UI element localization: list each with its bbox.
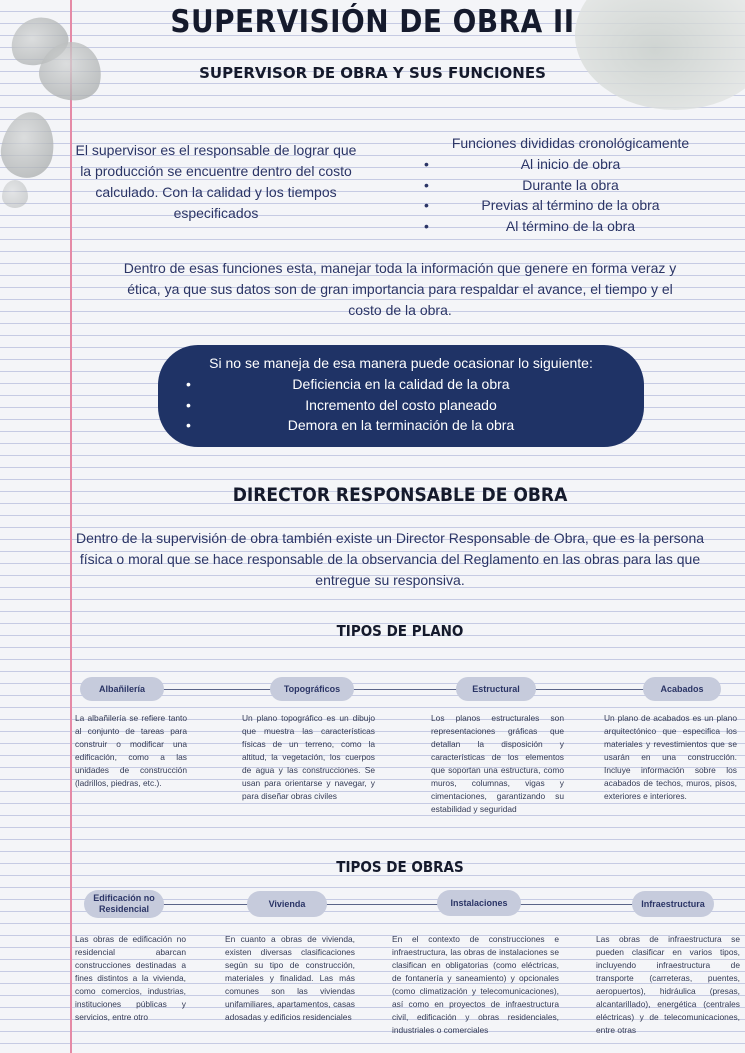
page-subtitle: SUPERVISOR DE OBRA Y SUS FUNCIONES: [199, 64, 546, 82]
work-types-connector: [125, 904, 695, 905]
director-heading: DIRECTOR RESPONSABLE DE OBRA: [232, 484, 568, 506]
functions-item: • Previas al término de la obra: [418, 195, 723, 216]
plan-node-topograficos: Topográficos: [270, 677, 354, 701]
work-node-instalaciones: Instalaciones: [437, 890, 521, 916]
work-desc-instalaciones: En el contexto de construcciones e infraestructura, las obras de instalaciones se clasifican en obligatorias (como eléctricas, de fontanería y saneamiento) y opcionales (como climatización y telecomunicaciones), así como en proyectos de infraestructura civil, edificación y obras residenciales, industriales o comerciales: [392, 934, 559, 1035]
work-node-vivienda: Vivienda: [247, 891, 327, 917]
consequences-heading: Si no se maneja de esa manera puede ocasionar lo siguiente:: [209, 355, 593, 371]
functions-heading: Funciones divididas cronológicamente: [451, 135, 690, 151]
intro-text: El supervisor es el responsable de lograr que la producción se encuentre dentro del costo calculado. Con la calidad y los tiempos especificados: [75, 142, 357, 221]
work-desc-vivienda: En cuanto a obras de vivienda, existen diversas clasificaciones según su tipo de construcción, materiales y finalidad. Las más comunes son las viviendas unifamiliares, apartamentos, casas adosadas y edificios residenciales: [225, 934, 355, 1022]
plan-desc-topograficos: Un plano topográfico es un dibujo que muestra las características físicas de un terreno, como la altitud, la vegetación, los cuerpos de agua y las construcciones. Se usan para orientarse y navegar, y para diseñar obras civiles: [242, 713, 375, 801]
functions-paragraph: Dentro de esas funciones esta, manejar toda la información que genere en forma veraz y ética, ya que sus datos son de gran importancia para respaldar el avance, el tiempo y el costo de la obra.: [123, 260, 677, 318]
plan-desc-acabados: Un plano de acabados es un plano arquitectónico que especifica los materiales y revestimientos que se usarán en una construcción. Incluye información sobre los acabados de techos, muros, pisos, exteriores e interiores.: [604, 713, 737, 801]
functions-list: [418, 133, 723, 236]
consequences-item: • Incremento del costo planeado: [158, 395, 644, 416]
leaf-decoration: [0, 108, 59, 182]
plan-node-albanileria: Albañilería: [80, 677, 164, 701]
plan-desc-estructural: Los planos estructurales son representaciones gráficas que detallan la disposición y características de los elementos que soportan una estructura, como muros, columnas, vigas y cimentaciones, garantizando su estabilidad y seguridad: [431, 713, 564, 814]
work-node-infraestructura: Infraestructura: [632, 891, 714, 917]
consequences-item: • Demora en la terminación de la obra: [158, 415, 644, 436]
page-title: SUPERVISIÓN DE OBRA II: [170, 4, 575, 40]
director-text: Dentro de la supervisión de obra también existe un Director Responsable de Obra, que es la persona física o moral que se hace responsable de la observancia del Reglamento en las obras para las que entregue su responsiva.: [75, 530, 705, 588]
functions-item: • Al inicio de obra: [418, 154, 723, 175]
consequences-box: [158, 345, 644, 447]
functions-item: • Durante la obra: [418, 175, 723, 196]
plan-types-heading: TIPOS DE PLANO: [336, 622, 464, 640]
plan-node-acabados: Acabados: [643, 677, 721, 701]
work-node-edificacion: Edificación no Residencial: [84, 890, 164, 918]
plan-types-connector: [120, 689, 695, 690]
work-types-heading: TIPOS DE OBRAS: [336, 858, 464, 876]
leaf-decoration: [2, 180, 28, 208]
work-desc-infraestructura: Las obras de infraestructura se pueden clasificar en varios tipos, incluyendo infraestructura de transporte (carreteras, puentes, aeropuertos), hidráulica (presas, alcantarillado), energética (centrales eléctricas) y de telecomunicaciones, entre otras: [596, 934, 740, 1035]
plan-node-estructural: Estructural: [456, 677, 536, 701]
functions-item: • Al término de la obra: [418, 216, 723, 237]
plan-desc-albanileria: La albañilería se refiere tanto al conjunto de tareas para construir o modificar una edificación, como a las unidades de construcción (ladrillos, piedras, etc.).: [75, 713, 187, 788]
work-desc-edificacion: Las obras de edificación no residencial abarcan construcciones destinadas a fines distintos a la vivienda, como comercios, industrias, instituciones públicas y servicios, entre otro: [75, 934, 186, 1022]
consequences-item: • Deficiencia en la calidad de la obra: [158, 374, 644, 395]
